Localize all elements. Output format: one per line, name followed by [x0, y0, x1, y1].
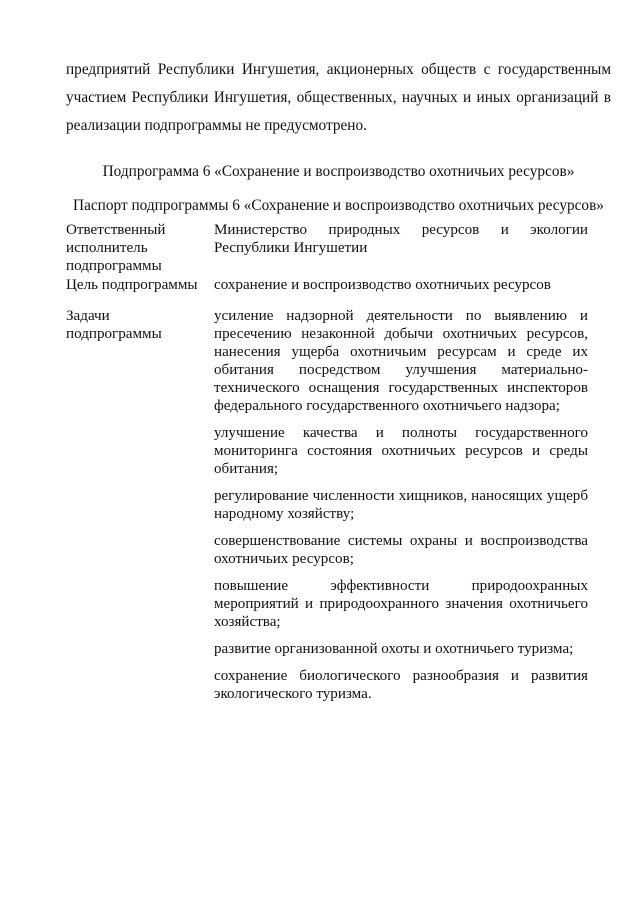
intro-line: реализации подпрограммы не предусмотрено. — [66, 117, 367, 134]
value-word: экологии — [530, 222, 588, 238]
passport-row-goal — [66, 276, 596, 302]
responsible-value-line: Республики Ингушетии — [214, 240, 368, 256]
passport-title: Паспорт подпрограммы 6 «Сохранение и воспроизводство охотничьих ресурсов» — [73, 197, 604, 214]
passport-table — [66, 221, 596, 703]
intro-paragraph — [66, 56, 611, 140]
label-line: исполнитель — [66, 240, 148, 256]
passport-row-responsible — [66, 221, 596, 276]
intro-line: предприятий Республики Ингушетия, акционерных обществ с государственным — [66, 61, 611, 78]
tasks-label — [66, 307, 214, 343]
task-item: повышение эффективности природоохранных мероприятий и природоохранного значения охотничьего хозяйства; — [214, 578, 588, 630]
tasks-list — [214, 307, 588, 703]
task-item: регулирование численности хищников, наносящих ущерб народному хозяйству; — [214, 488, 588, 522]
value-word: и — [500, 222, 509, 238]
label-line: подпрограммы — [66, 326, 162, 342]
label-line: Задачи — [66, 308, 110, 324]
goal-value: сохранение и воспроизводство охотничьих ресурсов — [214, 277, 551, 293]
task-item: развитие организованной охоты и охотничьего туризма; — [214, 641, 574, 657]
label-line: подпрограммы — [66, 258, 162, 274]
task-item: сохранение биологического разнообразия и развития экологического туризма. — [214, 668, 588, 702]
task-item: усиление надзорной деятельности по выявлению и пресечению незаконной добычи охотничьих ресурсов, нанесения ущерба охотничьим ресурсам и среде их обитания посредством улучшения материально-технического оснащения государственных инспекторов федерального государственного охотничьего надзора; — [214, 308, 588, 414]
task-item: совершенствование системы охраны и воспроизводства охотничьих ресурсов; — [214, 533, 588, 567]
value-word: ресурсов — [421, 222, 480, 238]
subprogram-title: Подпрограмма 6 «Сохранение и воспроизводство охотничьих ресурсов» — [102, 163, 575, 180]
value-word: природных — [328, 222, 401, 238]
goal-label: Цель подпрограммы — [66, 277, 198, 293]
responsible-value-line — [214, 221, 588, 239]
responsible-value — [214, 221, 588, 257]
task-item: улучшение качества и полноты государственного мониторинга состояния охотничьих ресурсов и среды обитания; — [214, 425, 588, 477]
intro-line: участием Республики Ингушетия, общественных, научных и иных организаций в — [66, 89, 611, 106]
passport-row-tasks — [66, 307, 596, 703]
label-line: Ответственный — [66, 222, 166, 238]
responsible-label — [66, 221, 214, 275]
value-word: Министерство — [214, 222, 308, 238]
